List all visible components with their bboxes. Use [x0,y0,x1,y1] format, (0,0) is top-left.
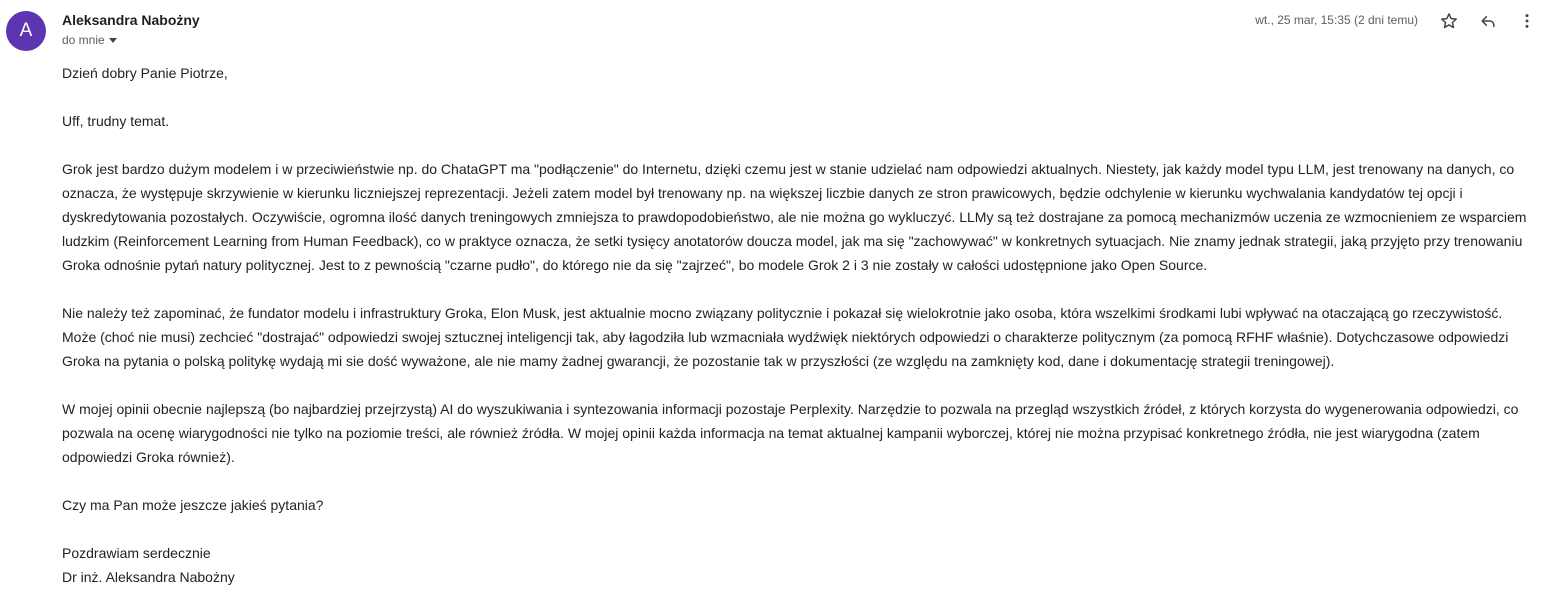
paragraph-1: Uff, trudny temat. [62,113,170,129]
caret-down-icon[interactable] [109,38,117,43]
more-vertical-icon [1517,11,1537,31]
star-outline-icon [1439,11,1459,31]
more-options-button[interactable] [1515,9,1539,33]
message-date: wt., 25 mar, 15:35 (2 dni temu) [1255,13,1418,27]
paragraph-4: W mojej opinii obecnie najlepszą (bo najbardziej przejrzystą) AI do wyszukiwania i syntezowania informacji pozostaje Perplexity. Narzędzie to pozwala na przegląd wszystkich źródeł, z których korzysta do wygenerowania odpowiedzi, co pozwala na ocenę wiarygodności nie tylko na poziomie treści, ale również źródła. W mojej opinii każda informacja na temat aktualnej kampanii wyborczej, której nie można przypisać konkretnego źródła, nie jest wiarygodna (zatem odpowiedzi Groka również). [62,401,1519,465]
recipient-label: do mnie [62,33,105,47]
sender-avatar[interactable]: A [6,11,46,51]
greeting: Dzień dobry Panie Piotrze, [62,65,228,81]
star-button[interactable] [1437,9,1461,33]
paragraph-3: Nie należy też zapominać, że fundator modelu i infrastruktury Groka, Elon Musk, jest aktualnie mocno związany politycznie i pokazał się wielokrotnie jako osoba, która wszelkimi środkami lubi wpływać na otaczającą go rzeczywistość. Może (choć nie musi) zechcieć "dostrajać" odpowiedzi swojej sztucznej inteligencji tak, aby łagodziła lub wzmacniała wydźwięk niektórych odpowiedzi o charakterze politycznym (za pomocą RFHF właśnie). Dotychczasowe odpowiedzi Groka na pytania o polską politykę wydają mi sie dość wyważone, ale nie mamy żadnej gwarancji, że pozostanie tak w przyszłości (ze względu na zamknięty kod, dane i dokumentację strategii treningowej). [62,305,1509,369]
message-body [62,61,1532,589]
reply-icon [1478,11,1498,31]
sender-name[interactable]: Aleksandra Nabożny [62,12,200,28]
signature: Dr inż. Aleksandra Nabożny [62,569,235,585]
paragraph-2: Grok jest bardzo dużym modelem i w przeciwieństwie np. do ChataGPT ma "podłączenie" do Internetu, dzięki czemu jest w stanie udzielać nam odpowiedzi aktualnych. Niestety, jak każdy model typu LLM, jest trenowany na danych, co oznacza, że występuje skrzywienie w kierunku liczniejszej reprezentacji. Jeżeli zatem model był trenowany np. na większej liczbie danych ze stron prawicowych, będzie odchylenie w kierunku wychwalania kandydatów tej opcji i dyskredytowania pozostałych. Oczywiście, ogromna ilość danych treningowych zmniejsza to prawdopodobieństwo, ale nie można go wykluczyć. LLMy są też dostrajane za pomocą mechanizmów uczenia ze wzmocnieniem ze wsparciem ludzkim (Reinforcement Learning from Human Feedback), co w praktyce oznacza, że setki tysięcy anotatorów doucza model, jak ma się "zachowywać" w konkretnych sytuacjach. Nie znamy jednak strategii, jaką przyjęto przy trenowaniu Groka odnośnie pytań natury politycznej. Jest to z pewnością "czarne pudło", do którego nie da się "zajrzeć", bo modele Grok 2 i 3 nie zostały w całości udostępnione jako Open Source. [62,161,1527,273]
paragraph-5: Czy ma Pan może jeszcze jakieś pytania? [62,497,324,513]
recipient-details-toggle[interactable] [62,33,117,47]
reply-button[interactable] [1476,9,1500,33]
closing: Pozdrawiam serdecznie [62,545,211,561]
